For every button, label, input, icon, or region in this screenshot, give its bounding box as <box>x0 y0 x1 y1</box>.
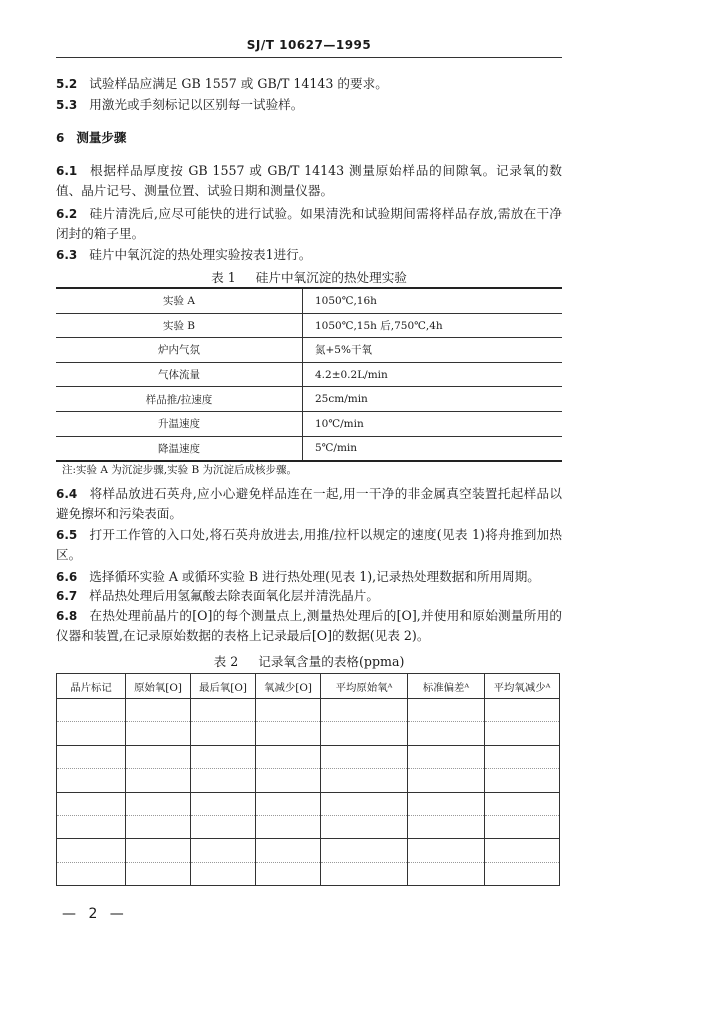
table-cell-label: 实验 A <box>56 288 303 313</box>
table-cell <box>191 815 256 838</box>
table-cell-value: 5℃/min <box>315 442 358 455</box>
table-cell-label: 实验 B <box>56 313 303 338</box>
table-row <box>56 436 562 461</box>
clause-number: 6.8 <box>56 609 78 623</box>
column-header: 平均原始氧ᴬ <box>321 674 408 699</box>
clause-6-8 <box>56 606 562 646</box>
table-cell <box>485 722 560 745</box>
section-title: 测量步骤 <box>76 130 127 145</box>
table-cell <box>321 769 408 792</box>
table-cell-value: 1050℃,16h <box>303 288 563 313</box>
table-cell <box>191 745 256 768</box>
clause-text: 将样品放进石英舟,应小心避免样品连在一起,用一干净的非金属真空装置托起样品以避免擦坏和污染表面。 <box>56 486 562 521</box>
table-cell <box>256 839 321 862</box>
table-cell <box>256 745 321 768</box>
table-cell <box>191 722 256 745</box>
table-cell <box>408 722 485 745</box>
table-cell-value: 4.2±0.2L/min <box>303 362 563 387</box>
table-cell <box>408 862 485 885</box>
column-header: 原始氧[O] <box>126 674 191 699</box>
clause-text: 打开工作管的入口处,将石英舟放进去,用推/拉杆以规定的速度(见表 1)将舟推到加热区。 <box>56 527 562 562</box>
table1-caption-title: 硅片中氧沉淀的热处理实验 <box>255 270 407 285</box>
table-row <box>56 362 562 387</box>
table-cell <box>191 862 256 885</box>
clause-text: 硅片清洗后,应尽可能快的进行试验。如果清洗和试验期间需将样品存放,需放在干净闭封的箱子里。 <box>56 206 562 241</box>
clause-number: 6.2 <box>56 207 78 221</box>
table-cell <box>126 862 191 885</box>
table-cell <box>57 862 126 885</box>
clause-6-5 <box>56 525 562 565</box>
table-row <box>57 862 560 885</box>
clause-6-4 <box>56 484 562 524</box>
clause-text: 根据样品厚度按 GB 1557 或 GB/T 14143 测量原始样品的间隙氧。记录氧的数值、晶片记号、测量位置、试验日期和测量仪器。 <box>56 163 562 198</box>
table-cell <box>321 862 408 885</box>
clause-6-6 <box>56 567 562 587</box>
table2-caption <box>56 651 562 670</box>
table-cell-label: 炉内气氛 <box>56 338 303 363</box>
table-cell-value: 1050℃,15h 后,750℃,4h <box>303 313 563 338</box>
clause-text: 在热处理前晶片的[O]的每个测量点上,测量热处理后的[O],并使用和原始测量所用的仪器和装置,在记录原始数据的表格上记录最后[O]的数据(见表 2)。 <box>56 608 562 643</box>
table-cell <box>126 815 191 838</box>
table-cell <box>408 699 485 722</box>
table-cell <box>57 769 126 792</box>
table-cell-label: 降温速度 <box>56 436 303 461</box>
table1-caption-number: 表 1 <box>211 270 236 285</box>
table-cell <box>191 839 256 862</box>
clause-6-7 <box>56 586 562 606</box>
table-cell <box>256 769 321 792</box>
table-row <box>57 839 560 862</box>
table-cell <box>191 792 256 815</box>
table-cell-label: 升温速度 <box>56 411 303 436</box>
table-cell <box>485 699 560 722</box>
column-header: 氧减少[O] <box>256 674 321 699</box>
table-cell <box>485 769 560 792</box>
table-row <box>57 722 560 745</box>
table-cell <box>191 769 256 792</box>
clause-number: 6.1 <box>56 164 78 178</box>
table-cell <box>408 792 485 815</box>
table-cell <box>485 792 560 815</box>
table-cell <box>485 862 560 885</box>
table-cell <box>57 839 126 862</box>
section-6-heading <box>56 128 562 148</box>
table-cell <box>256 792 321 815</box>
table-cell <box>256 722 321 745</box>
table-cell <box>256 815 321 838</box>
table-cell <box>321 839 408 862</box>
table-cell-value: 氮+5%干氧 <box>303 338 563 363</box>
table1-caption <box>56 267 562 286</box>
column-header: 晶片标记 <box>57 674 126 699</box>
clause-number: 6.4 <box>56 487 78 501</box>
table-cell <box>485 839 560 862</box>
table-cell <box>57 815 126 838</box>
table-cell <box>256 862 321 885</box>
clause-number: 5.2 <box>56 77 78 91</box>
table-cell <box>408 745 485 768</box>
header-rule <box>56 57 562 58</box>
table-cell <box>126 792 191 815</box>
page-number: — 2 — <box>62 906 128 922</box>
table-row <box>56 387 562 412</box>
table-cell-label: 样品推/拉速度 <box>56 387 303 412</box>
oxygen-record-table <box>56 673 560 886</box>
table-row <box>57 699 560 722</box>
table-cell <box>57 722 126 745</box>
table-row <box>57 815 560 838</box>
clause-text: 选择循环实验 A 或循环实验 B 进行热处理(见表 1),记录热处理数据和所用周期。 <box>89 569 540 584</box>
table-header-row <box>57 674 560 699</box>
table-cell <box>485 745 560 768</box>
table-cell <box>408 839 485 862</box>
table-row <box>56 288 562 313</box>
table1-note: 注:实验 A 为沉淀步骤,实验 B 为沉淀后成核步骤。 <box>62 464 298 476</box>
table-cell <box>57 792 126 815</box>
table-cell <box>321 722 408 745</box>
table-cell <box>191 699 256 722</box>
clause-text: 用激光或手刻标记以区别每一试验样。 <box>89 97 304 112</box>
clause-5-3 <box>56 95 562 115</box>
clause-number: 5.3 <box>56 98 78 112</box>
table-cell <box>57 699 126 722</box>
table-row <box>57 792 560 815</box>
clause-5-2 <box>56 74 562 94</box>
table-cell <box>485 815 560 838</box>
table-cell-value: 10℃/min <box>303 411 563 436</box>
heat-treatment-table <box>56 287 562 462</box>
table-cell-label: 气体流量 <box>56 362 303 387</box>
column-header: 标准偏差ᴬ <box>408 674 485 699</box>
table-cell <box>126 722 191 745</box>
table2-caption-number: 表 2 <box>213 654 239 669</box>
table-row <box>57 745 560 768</box>
table-cell <box>321 745 408 768</box>
table2-caption-title: 记录氧含量的表格(ppma) <box>258 654 405 669</box>
standard-code-header: SJ/T 10627—1995 <box>246 38 372 52</box>
table-cell-value: 25cm/min <box>303 387 563 412</box>
clause-number: 6.5 <box>56 528 78 542</box>
table-row <box>56 313 562 338</box>
clause-number: 6.6 <box>56 570 78 584</box>
clause-text: 试验样品应满足 GB 1557 或 GB/T 14143 的要求。 <box>89 76 388 91</box>
table-cell <box>321 699 408 722</box>
clause-text: 样品热处理后用氢氟酸去除表面氧化层并清洗晶片。 <box>89 588 379 603</box>
column-header: 平均氧减少ᴬ <box>485 674 560 699</box>
table-row <box>57 769 560 792</box>
clause-number: 6.3 <box>56 248 78 262</box>
table-cell <box>126 839 191 862</box>
table-row <box>56 411 562 436</box>
table-row <box>56 338 562 363</box>
table-cell <box>57 745 126 768</box>
column-header: 最后氧[O] <box>191 674 256 699</box>
table-cell <box>126 745 191 768</box>
table-cell <box>126 699 191 722</box>
section-number: 6 <box>56 131 65 145</box>
clause-text: 硅片中氧沉淀的热处理实验按表1进行。 <box>89 247 312 262</box>
table-cell <box>408 769 485 792</box>
clause-6-2 <box>56 204 562 244</box>
clause-number: 6.7 <box>56 589 78 603</box>
clause-6-3 <box>56 245 562 265</box>
table-cell <box>408 815 485 838</box>
table-cell <box>321 792 408 815</box>
table-cell <box>256 699 321 722</box>
table-cell <box>126 769 191 792</box>
table-cell <box>321 815 408 838</box>
clause-6-1 <box>56 161 562 201</box>
